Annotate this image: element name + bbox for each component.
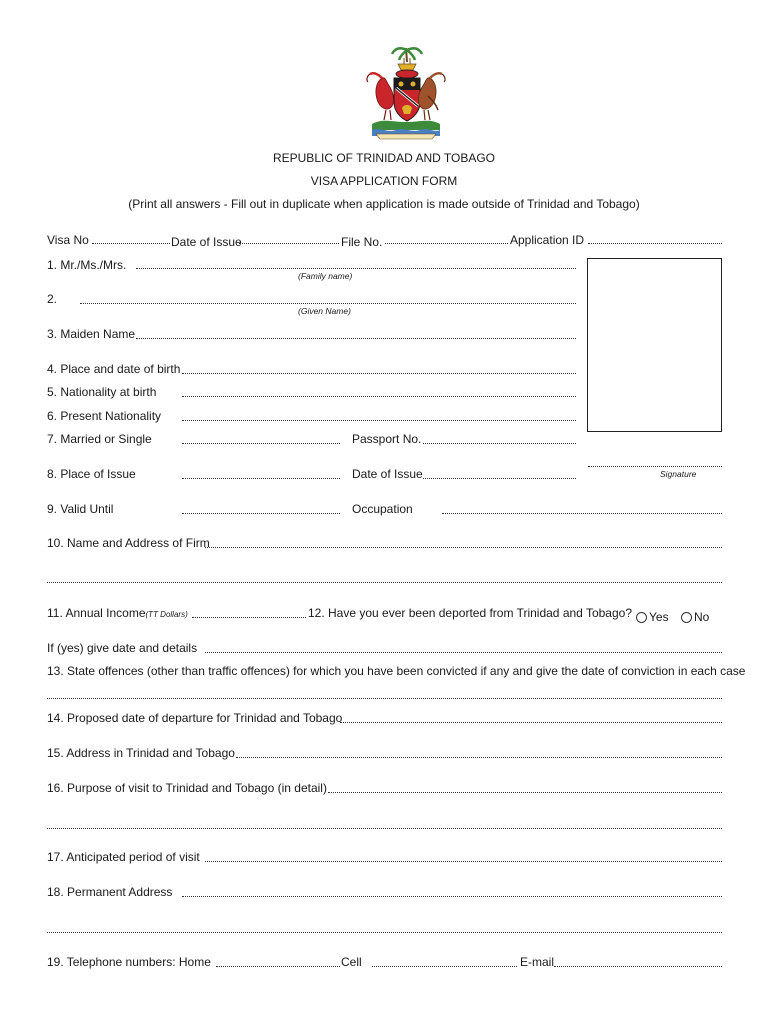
annual-income-field[interactable] (192, 617, 306, 618)
visa-no-field[interactable] (92, 243, 170, 244)
field-11-label (47, 606, 188, 622)
cell-label: Cell (341, 955, 362, 969)
field-17-label: 17. Anticipated period of visit (47, 850, 200, 864)
departure-date-field[interactable] (340, 722, 722, 723)
annual-income-label: 11. Annual Income (47, 606, 146, 620)
offences-field[interactable] (47, 698, 722, 699)
office-date-of-issue-field[interactable] (239, 243, 339, 244)
field-1-label: 1. Mr./Ms./Mrs. (47, 258, 127, 272)
given-name-field[interactable] (80, 303, 576, 304)
deported-yes-label: Yes (649, 610, 669, 624)
marital-status-field[interactable] (182, 443, 340, 444)
passport-no-field[interactable] (423, 443, 576, 444)
cell-phone-field[interactable] (372, 966, 517, 967)
field-18-label: 18. Permanent Address (47, 885, 173, 899)
valid-until-field[interactable] (182, 513, 340, 514)
signature-field[interactable] (588, 466, 722, 467)
field-19-label: 19. Telephone numbers: Home (47, 955, 211, 969)
passport-no-label: Passport No. (352, 432, 422, 446)
visa-no-label: Visa No (47, 233, 89, 247)
field-10-label: 10. Name and Address of Firm (47, 536, 210, 550)
visit-purpose-field[interactable] (328, 792, 722, 793)
family-name-field[interactable] (136, 268, 576, 269)
nationality-at-birth-field[interactable] (182, 396, 576, 397)
photo-box[interactable] (587, 258, 722, 432)
place-of-issue-field[interactable] (182, 478, 340, 479)
visit-period-field[interactable] (205, 861, 722, 862)
file-no-label: File No. (341, 235, 383, 249)
field-13-label: 13. State offences (other than traffic offences) for which you have been convicted if any and give the date of conviction in each case (47, 664, 746, 678)
tt-address-field[interactable] (236, 757, 722, 758)
deported-no-option[interactable] (681, 610, 709, 624)
field-5-label: 5. Nationality at birth (47, 385, 157, 399)
occupation-label: Occupation (352, 502, 413, 516)
present-nationality-field[interactable] (182, 420, 576, 421)
coat-of-arms-emblem (358, 44, 454, 140)
firm-address-field[interactable] (205, 547, 722, 548)
occupation-field[interactable] (442, 513, 722, 514)
home-phone-field[interactable] (216, 966, 340, 967)
deported-yes-radio[interactable] (636, 612, 647, 623)
field-16-label: 16. Purpose of visit to Trinidad and Tobago (in detail) (47, 781, 327, 795)
permanent-address-field[interactable] (182, 896, 722, 897)
field-3-label: 3. Maiden Name (47, 327, 136, 341)
header-country: REPUBLIC OF TRINIDAD AND TOBAGO (272, 151, 496, 165)
application-id-field[interactable] (588, 243, 722, 244)
header-form-title: VISA APPLICATION FORM (310, 174, 458, 188)
date-of-issue-label: Date of Issue (352, 467, 423, 481)
email-field[interactable] (554, 966, 722, 967)
field-4-label: 4. Place and date of birth (47, 362, 181, 376)
field-2-label: 2. (47, 292, 58, 306)
field-8-label: 8. Place of Issue (47, 467, 136, 481)
permanent-address-field-2[interactable] (47, 932, 722, 933)
deportation-details-field[interactable] (205, 652, 722, 653)
file-no-field[interactable] (385, 243, 508, 244)
deported-no-label: No (694, 610, 710, 624)
field-6-label: 6. Present Nationality (47, 409, 162, 423)
field-14-label: 14. Proposed date of departure for Trinidad and Tobago (47, 711, 343, 725)
application-id-label: Application ID (510, 233, 585, 247)
if-yes-label: If (yes) give date and details (47, 641, 198, 655)
maiden-name-field[interactable] (136, 338, 576, 339)
field-12-label: 12. Have you ever been deported from Trinidad and Tobago? (308, 606, 632, 620)
email-label: E-mail (520, 955, 555, 969)
birth-place-date-field[interactable] (182, 373, 576, 374)
field-15-label: 15. Address in Trinidad and Tobago (47, 746, 235, 760)
firm-address-field-2[interactable] (47, 582, 722, 583)
field-9-label: 9. Valid Until (47, 502, 114, 516)
visit-purpose-field-2[interactable] (47, 828, 722, 829)
deported-yes-option[interactable] (636, 610, 669, 624)
date-of-issue-field[interactable] (423, 478, 576, 479)
header-instructions: (Print all answers - Fill out in duplicate when application is made outside of Trinidad and Tobago) (128, 197, 640, 211)
deported-no-radio[interactable] (681, 612, 692, 623)
tt-dollars-hint: (TT Dollars) (145, 610, 188, 619)
office-date-of-issue-label: Date of Issue (171, 235, 242, 249)
field-7-label: 7. Married or Single (47, 432, 152, 446)
